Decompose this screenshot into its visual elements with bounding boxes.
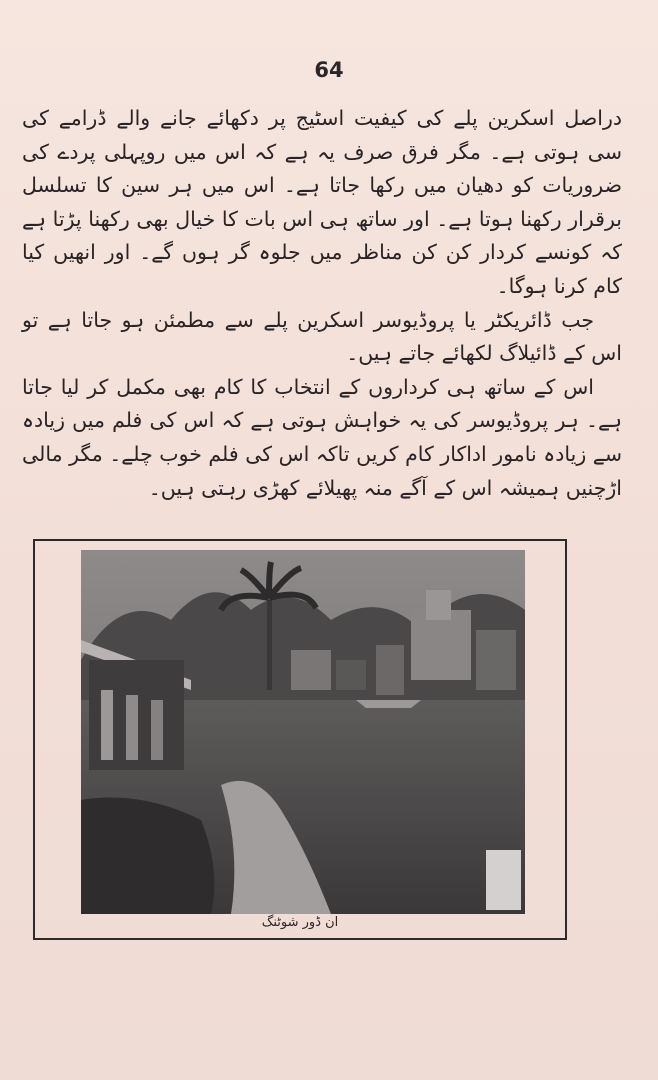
paragraph-dialogue: جب ڈائریکٹر یا پروڈیوسر اسکرین پلے سے مطمئن ہو جاتا ہے تو اس کے ڈائیلاگ لکھائے جاتے ہیں۔ xyxy=(22,307,622,366)
figure-frame xyxy=(33,539,567,940)
figure-caption: ان ڈور شوٹنگ xyxy=(261,915,339,930)
page-number: 64 xyxy=(314,58,344,82)
paragraph-screenplay: دراصل اسکرین پلے کی کیفیت اسٹیج پر دکھائے جانے والے ڈرامے کی سی ہوتی ہے۔ مگر فرق صرف یہ ہے کہ اس میں روپہلی پردے کی ضروریات کو دھیان میں رکھا جاتا ہے۔ اس میں ہر سین کا تسلسل برقرار رکھنا ہوتا ہے۔ اور ساتھ ہی اس بات کا خیال بھی رکھنا پڑتا ہے کہ کونسے کردار کن کن مناظر میں جلوہ گر ہوں گے۔ اور انھیں کیا کام کرنا ہوگا۔ xyxy=(22,106,622,298)
body-text xyxy=(22,102,622,505)
film-set-photo xyxy=(81,550,525,914)
paragraph-casting: اس کے ساتھ ہی کرداروں کے انتخاب کا کام بھی مکمل کر لیا جاتا ہے۔ ہر پروڈیوسر کی یہ خواہش ہوتی ہے کہ اس کی فلم میں زیادہ سے زیادہ نامور اداکار کام کریں تاکہ اس کی فلم خوب چلے۔ مگر مالی اڑچنیں ہمیشہ اس کے آگے منہ پھیلائے کھڑی رہتی ہیں۔ xyxy=(22,374,622,500)
film-set-photo-graphic xyxy=(81,550,525,914)
